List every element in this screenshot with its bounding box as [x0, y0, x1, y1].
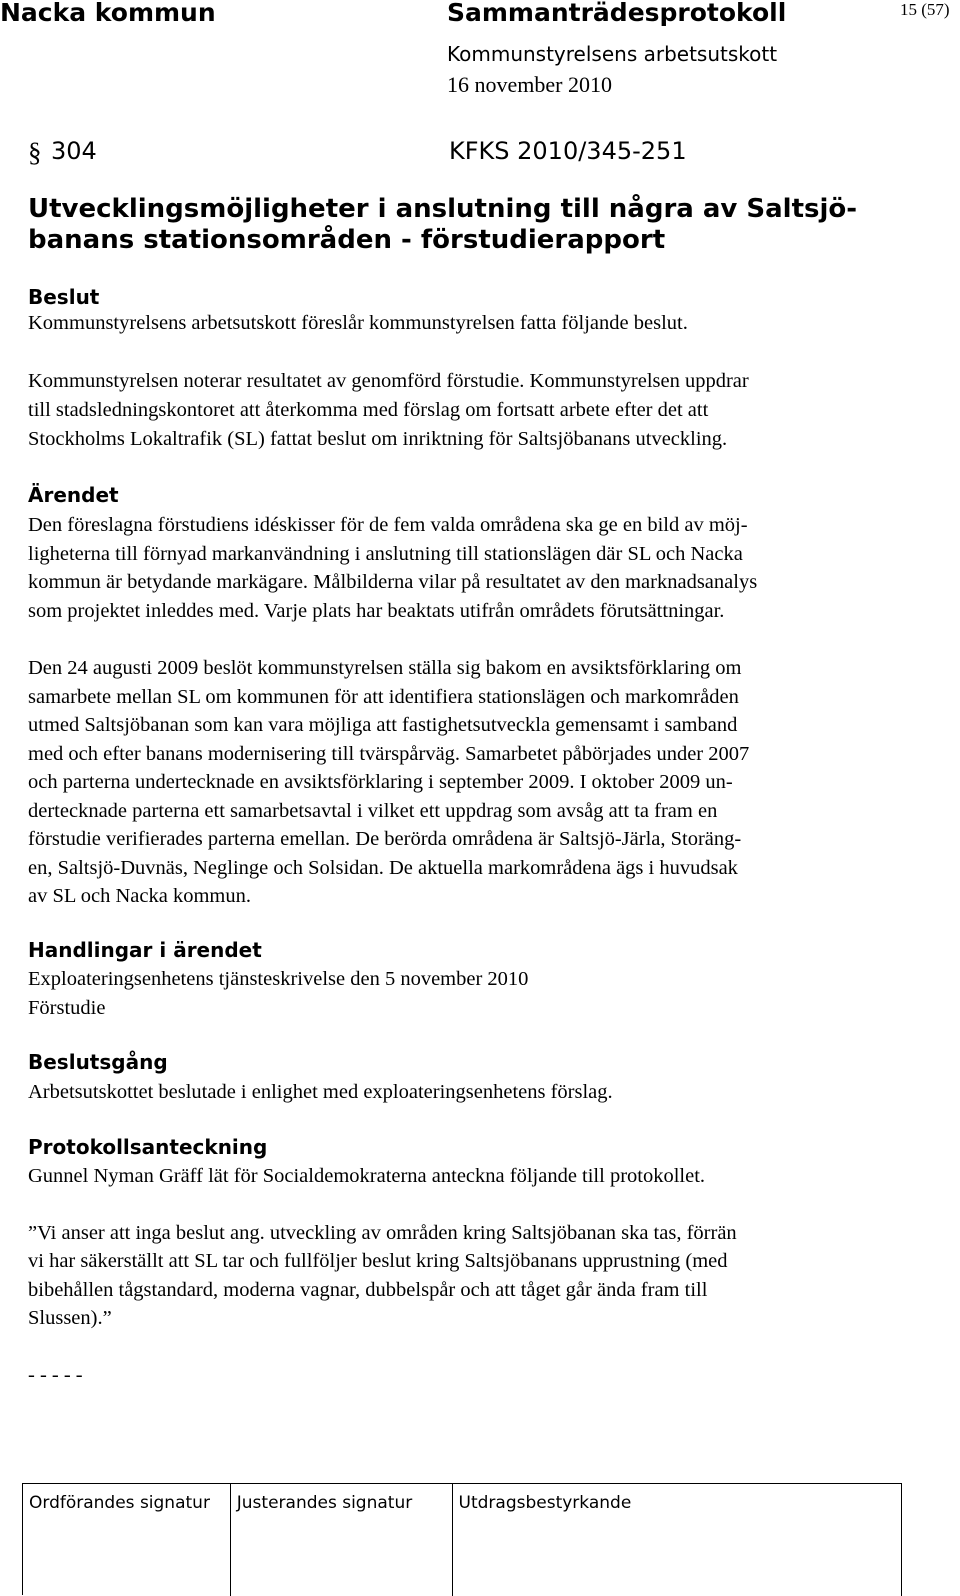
organization-name: Nacka kommun: [0, 0, 216, 27]
item-title-line-1: Utvecklingsmöjligheter i anslutning till några av Saltsjö-: [28, 194, 858, 224]
signature-table: [22, 1483, 902, 1595]
document-type: Sammanträdesprotokoll: [447, 0, 787, 27]
arendet-line: kommun är betydande markägare. Målbilderna vilar på resultatet av den marknadsanalys: [28, 571, 758, 593]
arendet-line: som projektet inleddes med. Varje plats har beaktats utifrån områdets förutsättningar.: [28, 600, 725, 622]
section-heading-handlingar: Handlingar i ärendet: [28, 938, 262, 962]
page-number: 15 (57): [900, 0, 950, 19]
quote-line: Slussen).”: [28, 1307, 112, 1329]
paragraph-sign: §: [28, 137, 42, 167]
certified-extract-field: Utdragsbestyrkande: [453, 1484, 902, 1596]
section-heading-arendet: Ärendet: [28, 483, 119, 507]
quote-line: bibehållen tågstandard, moderna vagnar, dubbelspår och att tåget går ända fram till: [28, 1279, 708, 1301]
section-heading-beslut: Beslut: [28, 285, 100, 309]
handlingar-line: Exploateringsenhetens tjänsteskrivelse den 5 november 2010: [28, 968, 529, 990]
protokollsanteckning-intro: Gunnel Nyman Gräff lät för Socialdemokraterna anteckna följande till protokollet.: [28, 1165, 706, 1187]
item-title-line-2: banans stationsområden - förstudierapport: [28, 225, 666, 255]
section-heading-protokollsanteckning: Protokollsanteckning: [28, 1135, 268, 1159]
meeting-date: 16 november 2010: [447, 72, 612, 97]
beslut-line: Kommunstyrelsen noterar resultatet av genomförd förstudie. Kommunstyrelsen uppdrar: [28, 370, 749, 392]
beslutsgang-line: Arbetsutskottet beslutade i enlighet med exploateringsenhetens förslag.: [28, 1081, 613, 1103]
arendet-line: en, Saltsjö-Duvnäs, Neglinge och Solsidan. De aktuella markområdena ägs i huvudsak: [28, 857, 738, 879]
quote-line: vi har säkerställt att SL tar och fullföljer beslut kring Saltsjöbanans upprustning (med: [28, 1250, 728, 1272]
arendet-line: med och efter banans modernisering till tvärspårväg. Samarbetet påbörjades under 2007: [28, 743, 750, 765]
end-marker: - - - - -: [28, 1364, 83, 1386]
handlingar-line: Förstudie: [28, 997, 106, 1019]
beslut-line: till stadsledningskontoret att återkomma med förslag om fortsatt arbete efter det att: [28, 399, 709, 421]
arendet-line: dertecknade parterna ett samarbetsavtal i vilket ett uppdrag som avsåg att ta fram en: [28, 800, 718, 822]
arendet-line: Den föreslagna förstudiens idéskisser för de fem valda områdena ska ge en bild av möj-: [28, 514, 748, 536]
section-heading-beslutsgang: Beslutsgång: [28, 1050, 168, 1074]
beslut-line: Stockholms Lokaltrafik (SL) fattat beslut om inriktning för Saltsjöbanans utveckling.: [28, 428, 728, 450]
arendet-line: ligheterna till förnyad markanvändning i anslutning till stationslägen där SL och Nacka: [28, 543, 743, 565]
arendet-line: utmed Saltsjöbanan som kan vara möjliga att fastighetsutveckla gemensamt i samband: [28, 714, 738, 736]
item-number: 304: [51, 137, 97, 165]
arendet-line: förstudie verifierades parterna emellan. De berörda områdena är Saltsjö-Järla, Storäng-: [28, 828, 742, 850]
arendet-line: Den 24 augusti 2009 beslöt kommunstyrelsen ställa sig bakom en avsiktsförklaring om: [28, 657, 742, 679]
adjuster-signature-field: Justerandes signatur: [231, 1484, 453, 1596]
beslut-line: Kommunstyrelsens arbetsutskott föreslår kommunstyrelsen fatta följande beslut.: [28, 312, 688, 334]
arendet-line: och parterna undertecknade en avsiktsförklaring i september 2009. I oktober 2009 un-: [28, 771, 733, 793]
arendet-line: av SL och Nacka kommun.: [28, 885, 251, 907]
chair-signature-field: Ordförandes signatur: [23, 1484, 231, 1596]
case-number: KFKS 2010/345-251: [449, 137, 687, 165]
arendet-line: samarbete mellan SL om kommunen för att identifiera stationslägen och markområden: [28, 686, 739, 708]
quote-line: ”Vi anser att inga beslut ang. utveckling av områden kring Saltsjöbanan ska tas, förrän: [28, 1222, 737, 1244]
committee-name: Kommunstyrelsens arbetsutskott: [447, 42, 778, 66]
